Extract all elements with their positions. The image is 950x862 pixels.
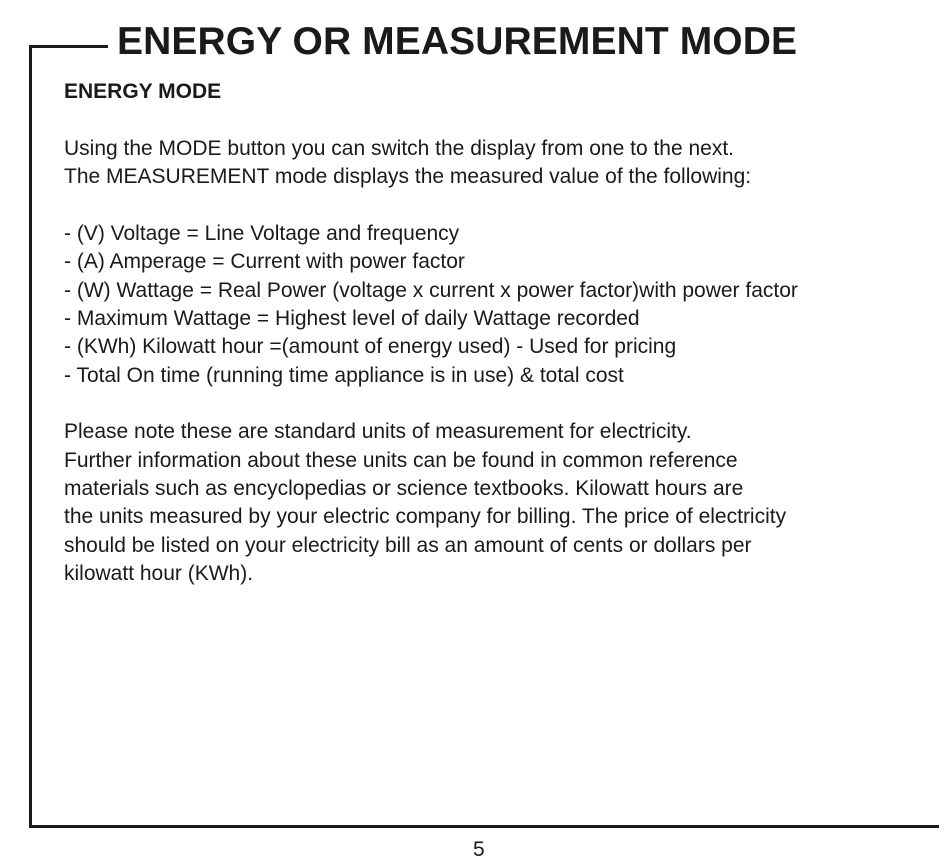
intro-line: Using the MODE button you can switch the display from one to the next. — [64, 137, 735, 160]
frame-left-line — [29, 45, 32, 828]
measurement-list — [64, 220, 934, 390]
note-paragraph — [64, 418, 934, 588]
frame-top-line — [30, 45, 108, 48]
intro-line: The MEASUREMENT mode displays the measured value of the following: — [64, 165, 752, 189]
list-item: - Total On time (running time appliance is in use) & total cost — [64, 363, 624, 387]
note-line: the units measured by your electric company for billing. The price of electricity — [64, 505, 787, 529]
list-item: - (A) Amperage = Current with power factor — [64, 250, 465, 274]
list-item: - Maximum Wattage = Highest level of daily Wattage recorded — [64, 307, 640, 331]
note-line: should be listed on your electricity bill as an amount of cents or dollars per — [64, 533, 752, 557]
note-line: kilowatt hour (KWh). — [64, 562, 254, 586]
content-area — [64, 78, 934, 589]
note-line: Please note these are standard units of measurement for electricity. — [64, 420, 692, 444]
section-heading: ENERGY MODE — [64, 80, 222, 103]
page-title: ENERGY OR MEASUREMENT MODE — [117, 20, 798, 63]
frame-bottom-line — [29, 825, 939, 828]
list-item: - (V) Voltage = Line Voltage and frequency — [64, 221, 460, 245]
list-item: - (KWh) Kilowatt hour =(amount of energy used) - Used for pricing — [64, 335, 677, 359]
note-line: Further information about these units can be found in common reference — [64, 448, 738, 472]
intro-paragraph — [64, 135, 934, 192]
page-number: 5 — [473, 838, 485, 861]
list-item: - (W) Wattage = Real Power (voltage x current x power factor)with power factor — [64, 278, 798, 302]
note-line: materials such as encyclopedias or science textbooks. Kilowatt hours are — [64, 477, 744, 501]
